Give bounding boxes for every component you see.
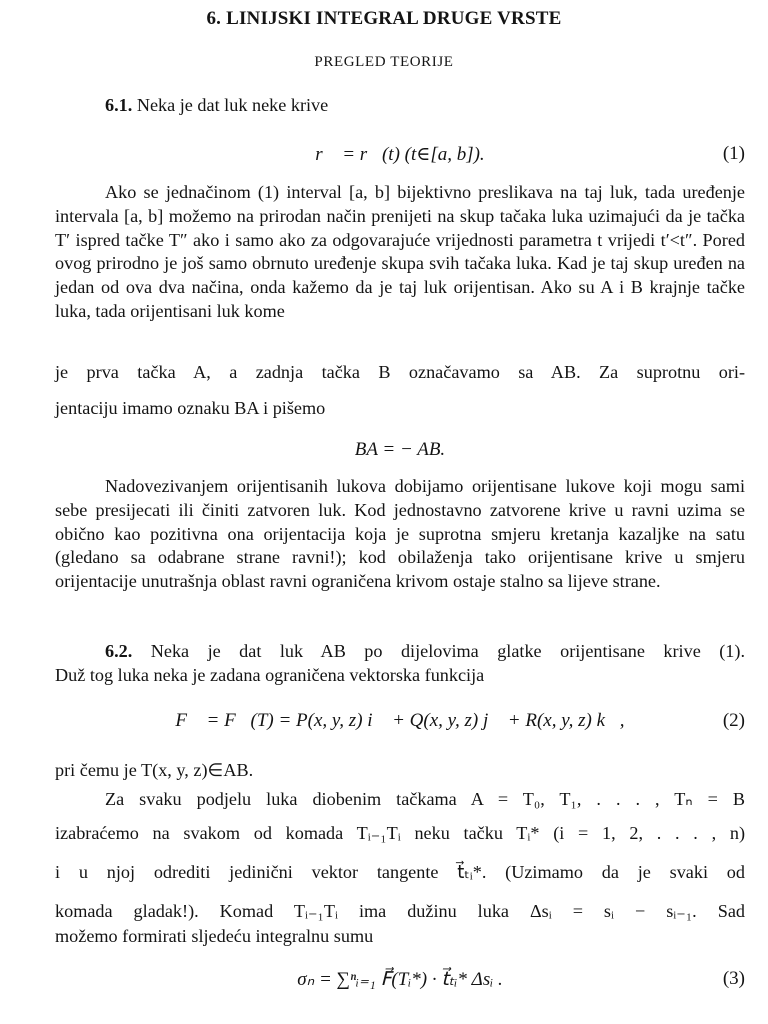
equation-2-number: (2) — [722, 710, 745, 731]
equation-3-number: (3) — [722, 968, 745, 989]
section-6-2-line7: komada gladak!). Komad Tᵢ₋₁Tᵢ ima dužinu luka Δsᵢ = sᵢ − sᵢ₋₁. Sad — [55, 901, 745, 921]
paragraph-orientation-line3: jentaciju imamo oznaku BA i pišemo — [55, 398, 326, 418]
equation-2-body: F⃗ = F⃗(T) = P(x, y, z) i⃗ + Q(x, y, z) j⃗ + R(x, y, z) k⃗, — [175, 710, 625, 731]
equation-ba-body: BA = − AB. — [354, 439, 446, 460]
equation-3-body: σₙ = ∑ⁿᵢ₌₁ F⃗(Tᵢ*) · t⃗ₜᵢ* Δsᵢ . — [297, 969, 503, 990]
section-6-2-line1 — [55, 641, 745, 662]
section-6-2-line3: pri čemu je T(x, y, z)∈AB. — [55, 760, 254, 780]
equation-1-body: r⃗ = r⃗(t) (t∈[a, b]). — [315, 144, 485, 165]
equation-ba — [55, 439, 745, 465]
section-6-1-intro: Neka je dat luk neke krive — [136, 95, 329, 115]
equation-3 — [55, 968, 745, 998]
equation-1-number: (1) — [722, 143, 745, 164]
section-6-2-line8: možemo formirati sljedeću integralnu sumu — [55, 926, 374, 946]
section-number-6-1: 6.1. — [105, 95, 133, 115]
equation-1 — [55, 143, 745, 169]
paragraph-orientation-line2: je prva tačka A, a zadnja tačka B označavamo sa AB. Za suprotnu ori- — [55, 362, 745, 382]
section-6-2-line6: i u njoj odrediti jedinični vektor tangente t⃗ₜᵢ*. (Uzimamo da je svaki od — [55, 862, 745, 882]
section-6-2-line4: Za svaku podjelu luka diobenim tačkama A = T₀, T₁, . . . , Tₙ = B — [105, 789, 745, 809]
equation-2 — [55, 710, 745, 738]
section-6-2-line5: izabraćemo na svakom od komada Tᵢ₋₁Tᵢ neku tačku Tᵢ* (i = 1, 2, . . . , n) — [55, 823, 745, 843]
section-6-2-intro: Neka je dat luk AB po dijelovima glatke orijentisane krive (1). — [150, 641, 745, 661]
section-title: PREGLED TEORIJE — [314, 54, 454, 70]
section-number-6-2: 6.2. — [105, 641, 133, 661]
chapter-title: 6. LINIJSKI INTEGRAL DRUGE VRSTE — [206, 8, 562, 29]
paragraph-closed-curves: Nadovezivanjem orijentisanih lukova dobijamo orijentisane lukove koji mogu sami sebe presijecati ili činiti zatvoren luk. Kod jednostavno zatvorene krive u ravni uzima se obično kao pozitivna ona orijentacija koja je suprotna smjeru kretanja kazaljke na satu (gledano sa odabrane strane ravni!); kod obilaženja tako orijentisane krive u smjeru orijentacije unutrašnja oblast ravni ograničena krivom ostaje stalno sa lijeve strane. — [55, 476, 745, 592]
section-6-2-line2: Duž tog luka neka je zadana ograničena vektorska funkcija — [55, 665, 485, 685]
paragraph-orientation: Ako se jednačinom (1) interval [a, b] bijektivno preslikava na taj luk, tada uređenje intervala [a, b] možemo na prirodan način prenijeti na skup tačaka luka uzimajući da je tačka T′ ispred tačke T″ ako i samo ako za odgovarajuće vrijednosti parametra t vrijedi t′<t″. Pored ovog prirodno je još samo obrnuto uređenje skupa svih tačaka luka. Kad je taj skup uređen na jedan od ova dva načina, onda kažemo da je taj luk orijentisan. Ako su A i B krajnje tačke luka, tada orijentisani luk kome — [55, 182, 745, 321]
section-6-1-intro-line — [55, 95, 745, 116]
